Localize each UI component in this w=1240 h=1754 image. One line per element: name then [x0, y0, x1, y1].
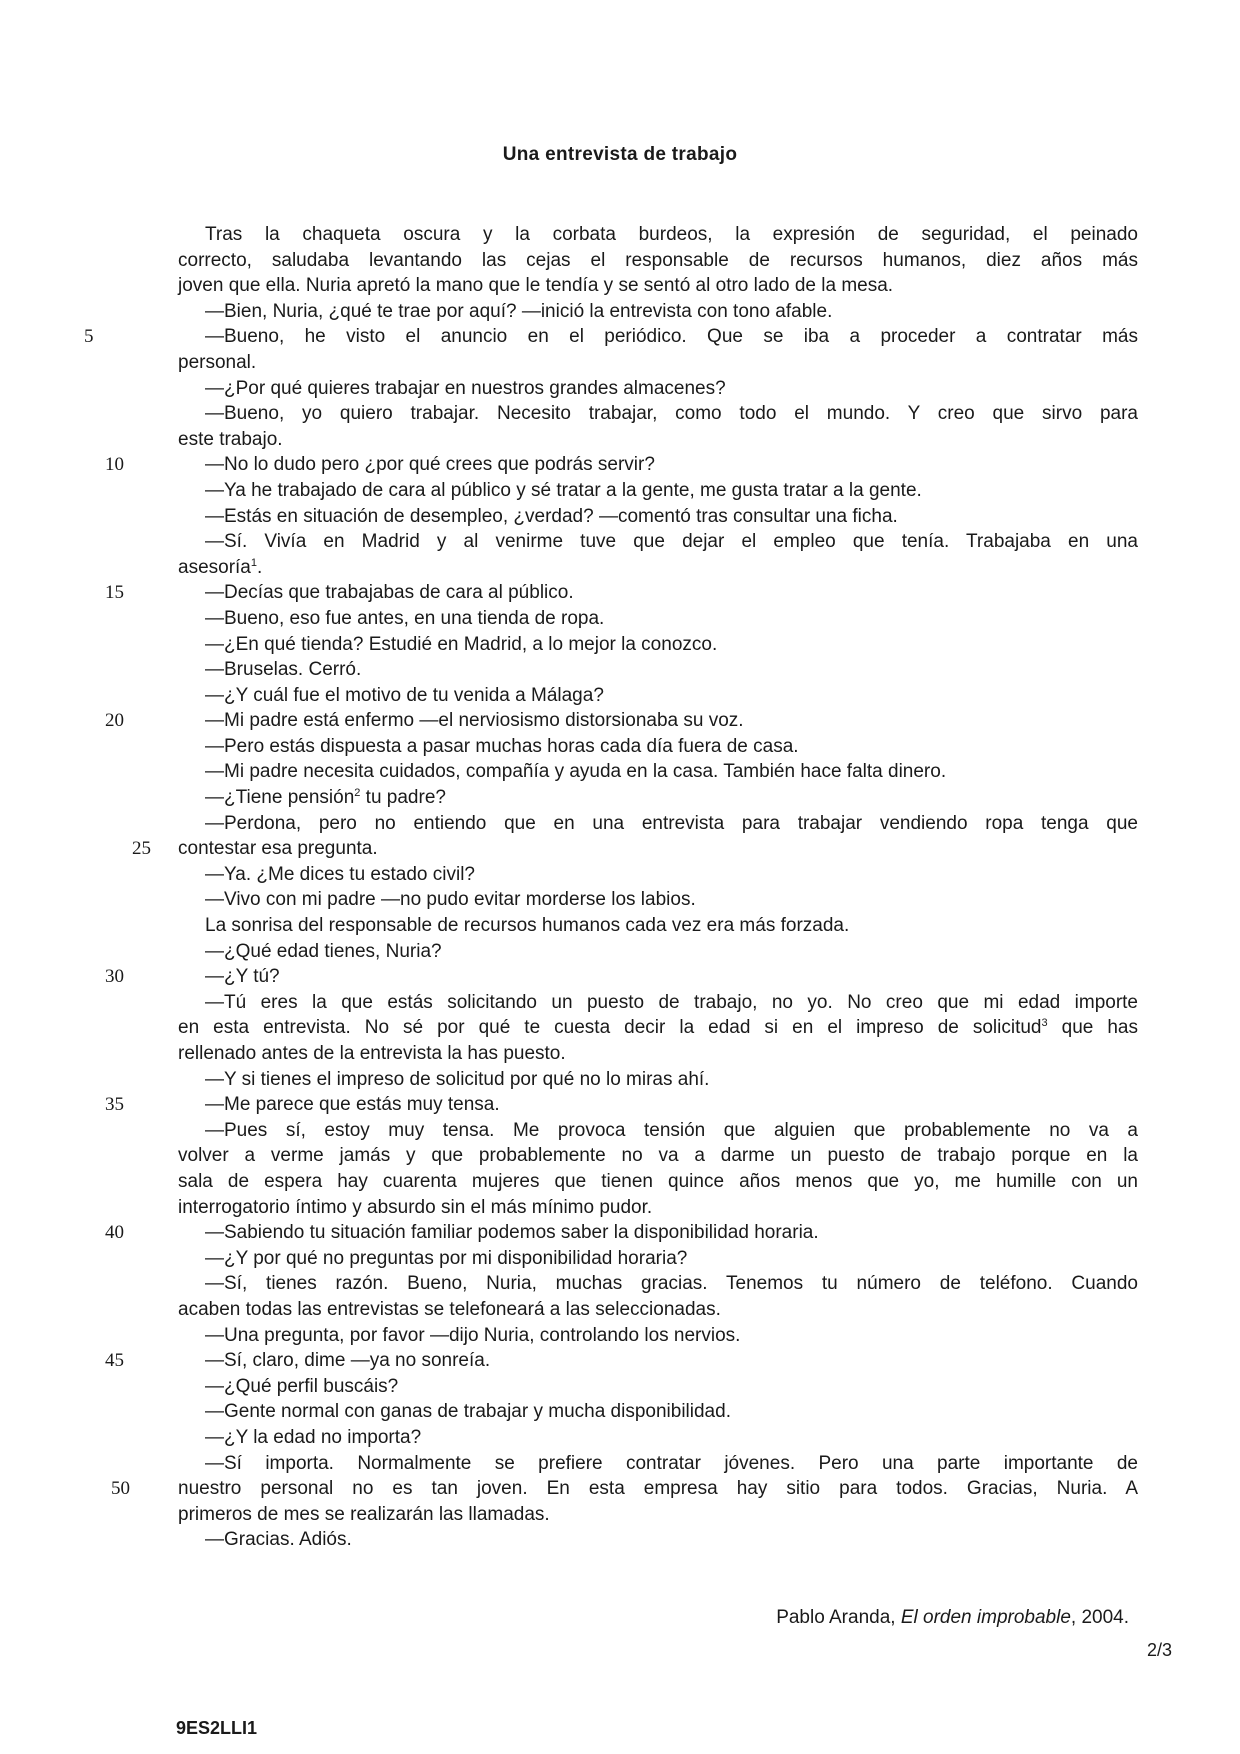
line-text-after: que has [1047, 1017, 1138, 1039]
text-line [178, 1067, 1138, 1093]
line-text: —¿Tiene pensión [205, 787, 355, 809]
line-number: 50 [111, 1478, 130, 1500]
line-text: en esta entrevista. No sé por qué te cuesta decir la edad si en el impreso de solicitud [178, 1017, 1042, 1039]
text-line [178, 1374, 1138, 1400]
line-text-after: tu padre? [360, 787, 446, 809]
line-number: 10 [105, 454, 124, 476]
text-line [132, 836, 1138, 862]
line-text: —¿Y cuál fue el motivo de tu venida a Málaga? [205, 684, 604, 706]
line-text: —Mi padre está enfermo —el nerviosismo distorsionaba su voz. [205, 710, 744, 732]
line-text: personal. [178, 351, 257, 373]
line-text: La sonrisa del responsable de recursos humanos cada vez era más forzada. [205, 915, 850, 937]
line-text: —Bruselas. Cerró. [205, 659, 362, 681]
line-text: —Y si tienes el impreso de solicitud por qué no lo miras ahí. [205, 1068, 710, 1090]
line-text: joven que ella. Nuria apretó la mano que le tendía y se sentó al otro lado de la mesa. [178, 275, 894, 297]
line-text: —Estás en situación de desempleo, ¿verdad? —comentó tras consultar una ficha. [205, 505, 898, 527]
text-line [178, 887, 1138, 913]
page-title: Una entrevista de trabajo [502, 144, 738, 165]
text-line [105, 452, 1138, 478]
citation [776, 1607, 1129, 1629]
line-text: —Bueno, eso fue antes, en una tienda de ropa. [205, 607, 605, 629]
line-text: —Pues sí, estoy muy tensa. Me provoca tensión que alguien que probablemente no va a [205, 1119, 1138, 1141]
line-number: 45 [105, 1350, 124, 1372]
line-text: —Sí, tienes razón. Bueno, Nuria, muchas gracias. Tenemos tu número de teléfono. Cuando [205, 1273, 1138, 1295]
text-line [178, 1169, 1138, 1195]
line-text: —Me parece que estás muy tensa. [205, 1094, 500, 1116]
citation-year: , 2004. [1070, 1607, 1129, 1628]
text-line [178, 1143, 1138, 1169]
line-text: —Ya he trabajado de cara al público y sé tratar a la gente, me gusta tratar a la gente. [205, 479, 922, 501]
line-number: 5 [84, 326, 94, 348]
text-line [105, 1092, 1138, 1118]
text-line [178, 1502, 1138, 1528]
text-line [178, 990, 1138, 1016]
text-line [178, 478, 1138, 504]
text-line [178, 273, 1138, 299]
line-text: —Bueno, he visto el anuncio en el periódico. Que se iba a proceder a contratar más [205, 326, 1138, 348]
text-line [178, 606, 1138, 632]
line-number: 15 [105, 582, 124, 604]
text-line [178, 1041, 1138, 1067]
text-line [178, 555, 1138, 581]
text-line [105, 1220, 1138, 1246]
line-text: —Decías que trabajabas de cara al público. [205, 582, 574, 604]
text-line [178, 1015, 1138, 1041]
line-text: contestar esa pregunta. [178, 838, 378, 860]
text-line [178, 350, 1138, 376]
text-line [178, 1451, 1138, 1477]
text-line [178, 1118, 1138, 1144]
line-text: Tras la chaqueta oscura y la corbata burdeos, la expresión de seguridad, el peinado [205, 224, 1138, 245]
page-number: 2/3 [1146, 1640, 1172, 1660]
footnote-marker: 2 [354, 787, 361, 800]
line-text: este trabajo. [178, 428, 283, 450]
text-line [84, 324, 1138, 350]
line-text: —Bien, Nuria, ¿qué te trae por aquí? —inició la entrevista con tono afable. [205, 300, 833, 322]
line-text: acaben todas las entrevistas se telefoneará a las seleccionadas. [178, 1298, 721, 1320]
text-line [178, 427, 1138, 453]
line-text: —Sí. Vivía en Madrid y al venirme tuve que dejar el empleo que tenía. Trabajaba en una [205, 531, 1138, 553]
line-text: —¿Qué perfil buscáis? [205, 1375, 399, 1397]
line-number: 35 [105, 1094, 124, 1116]
passage-text [84, 222, 1138, 1553]
text-line [178, 1297, 1138, 1323]
footnote-marker: 3 [1041, 1017, 1048, 1030]
text-line [178, 759, 1138, 785]
line-text: —Pero estás dispuesta a pasar muchas horas cada día fuera de casa. [205, 735, 799, 757]
text-line [105, 708, 1138, 734]
text-line [178, 811, 1138, 837]
citation-book: El orden improbable [900, 1607, 1071, 1628]
line-text: rellenado antes de la entrevista la has puesto. [178, 1043, 566, 1064]
text-line [178, 785, 1138, 811]
line-text: —¿En qué tienda? Estudié en Madrid, a lo mejor la conozco. [205, 633, 718, 655]
line-text: —Tú eres la que estás solicitando un puesto de trabajo, no yo. No creo que mi edad importe [205, 991, 1138, 1013]
text-line [178, 376, 1138, 402]
text-line [178, 632, 1138, 658]
line-text: asesoría [178, 556, 251, 578]
line-text: —Sabiendo tu situación familiar podemos saber la disponibilidad horaria. [205, 1222, 819, 1244]
text-line [178, 734, 1138, 760]
text-line [178, 683, 1138, 709]
line-number: 40 [105, 1222, 124, 1244]
text-line [105, 580, 1138, 606]
line-number: 25 [132, 838, 151, 860]
line-text: —Mi padre necesita cuidados, compañía y ayuda en la casa. También hace falta dinero. [205, 761, 947, 783]
text-line [178, 1271, 1138, 1297]
text-line [178, 222, 1138, 248]
line-text: nuestro personal no es tan joven. En esta empresa hay sitio para todos. Gracias, Nuria. A [178, 1478, 1138, 1500]
line-text: —¿Y por qué no preguntas por mi disponibilidad horaria? [205, 1247, 688, 1269]
line-text: —Sí, claro, dime —ya no sonreía. [205, 1350, 491, 1372]
line-text: —Una pregunta, por favor —dijo Nuria, controlando los nervios. [205, 1324, 741, 1346]
line-text: —Sí importa. Normalmente se prefiere contratar jóvenes. Pero una parte importante de [205, 1452, 1138, 1474]
line-text: —Vivo con mi padre —no pudo evitar morderse los labios. [205, 889, 696, 911]
line-text: —¿Y la edad no importa? [205, 1426, 422, 1448]
text-line [178, 299, 1138, 325]
text-line [105, 1348, 1138, 1374]
citation-author: Pablo Aranda, [776, 1607, 901, 1628]
text-line [178, 504, 1138, 530]
text-line [178, 1323, 1138, 1349]
line-text: —No lo dudo pero ¿por qué crees que podrás servir? [205, 454, 655, 476]
text-line [178, 1399, 1138, 1425]
line-text-after: . [257, 556, 263, 578]
text-line [105, 964, 1138, 990]
line-number: 30 [105, 966, 124, 988]
line-number: 20 [105, 710, 124, 732]
line-text: primeros de mes se realizarán las llamadas. [178, 1503, 550, 1525]
line-text: —Perdona, pero no entiendo que en una entrevista para trabajar vendiendo ropa tenga que [205, 812, 1138, 834]
text-line [178, 1425, 1138, 1451]
text-line [178, 1246, 1138, 1272]
text-line [178, 529, 1138, 555]
text-line [111, 1476, 1138, 1502]
line-text: —Ya. ¿Me dices tu estado civil? [205, 863, 475, 885]
line-text: —¿Y tú? [205, 966, 280, 988]
text-line [178, 1527, 1138, 1553]
line-text: —Gente normal con ganas de trabajar y mucha disponibilidad. [205, 1401, 731, 1423]
line-text: interrogatorio íntimo y absurdo sin el más mínimo pudor. [178, 1196, 653, 1218]
text-line [178, 248, 1138, 274]
text-line [178, 862, 1138, 888]
text-line [178, 939, 1138, 965]
text-line [178, 913, 1138, 939]
text-line [178, 657, 1138, 683]
line-text: sala de espera hay cuarenta mujeres que tienen quince años menos que yo, me humille con un [178, 1170, 1138, 1192]
footnote-marker: 1 [250, 556, 257, 569]
line-text: —¿Por qué quieres trabajar en nuestros grandes almacenes? [205, 377, 726, 399]
line-text: —Gracias. Adiós. [205, 1529, 352, 1551]
line-text: —Bueno, yo quiero trabajar. Necesito trabajar, como todo el mundo. Y creo que sirvo para [205, 403, 1138, 425]
line-text: correcto, saludaba levantando las cejas el responsable de recursos humanos, diez años más [178, 249, 1138, 271]
text-line [178, 1195, 1138, 1221]
line-text: volver a verme jamás y que probablemente no va a darme un puesto de trabajo porque en la [178, 1145, 1138, 1167]
text-line [178, 401, 1138, 427]
exam-code: 9ES2LLI1 [176, 1718, 258, 1738]
line-text: —¿Qué edad tienes, Nuria? [205, 940, 442, 962]
